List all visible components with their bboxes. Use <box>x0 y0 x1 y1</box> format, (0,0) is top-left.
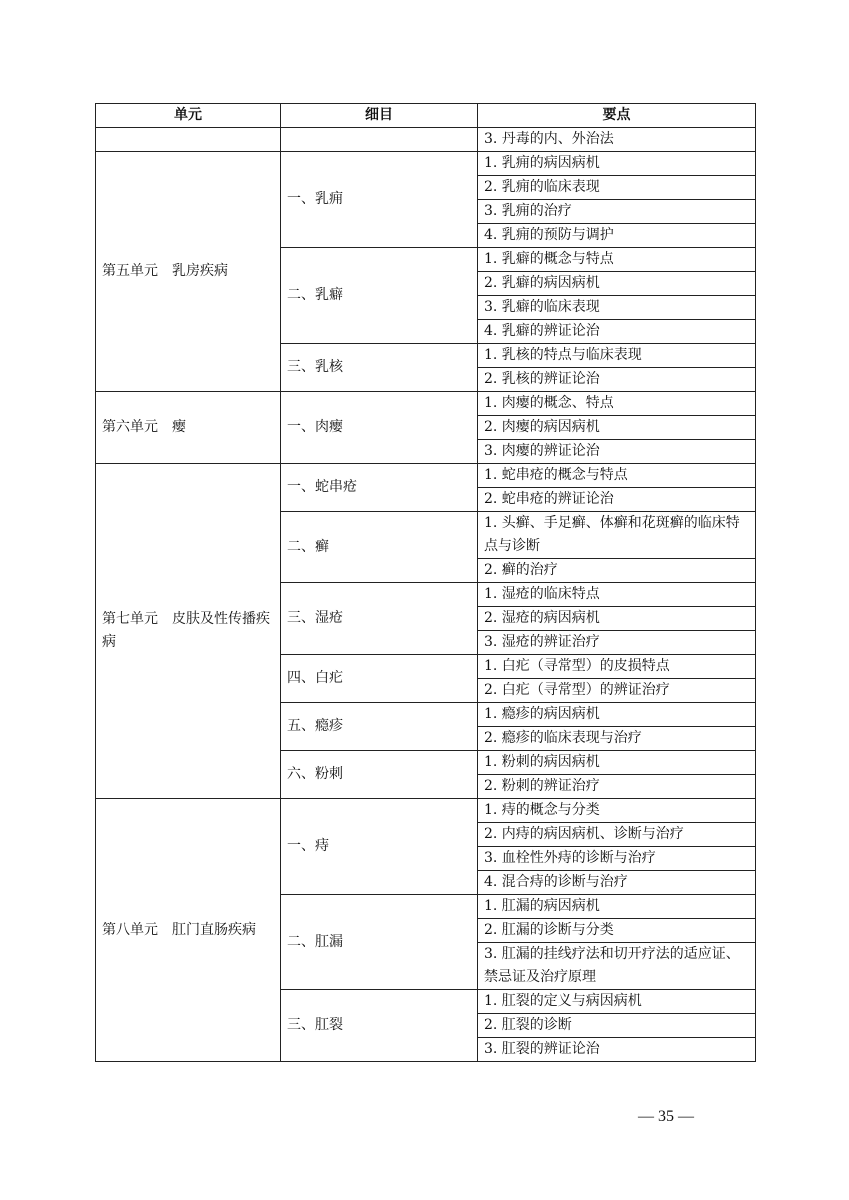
point-cell: 4. 乳痈的预防与调护 <box>478 224 756 248</box>
table-row <box>96 128 756 152</box>
point-cell: 1. 瘾疹的病因病机 <box>478 703 756 727</box>
point-cell: 1. 蛇串疮的概念与特点 <box>478 464 756 488</box>
table-row <box>96 392 756 416</box>
item-cell: 三、肛裂 <box>281 990 478 1062</box>
point-cell: 3. 血栓性外痔的诊断与治疗 <box>478 847 756 871</box>
point-cell: 1. 乳癖的概念与特点 <box>478 248 756 272</box>
point-cell: 2. 乳痈的临床表现 <box>478 176 756 200</box>
table-row <box>96 464 756 488</box>
point-cell: 3. 乳痈的治疗 <box>478 200 756 224</box>
point-cell: 1. 肛裂的定义与病因病机 <box>478 990 756 1014</box>
table-header-row <box>96 104 756 128</box>
item-cell: 五、瘾疹 <box>281 703 478 751</box>
table-body <box>96 128 756 1062</box>
point-cell: 2. 蛇串疮的辨证论治 <box>478 488 756 512</box>
header-points: 要点 <box>478 104 756 128</box>
point-cell: 2. 肛裂的诊断 <box>478 1014 756 1038</box>
point-cell: 3. 肛漏的挂线疗法和切开疗法的适应证、禁忌证及治疗原理 <box>478 943 756 990</box>
point-cell: 2. 肉瘿的病因病机 <box>478 416 756 440</box>
item-cell: 一、乳痈 <box>281 152 478 248</box>
point-cell: 3. 丹毒的内、外治法 <box>478 128 756 152</box>
point-cell: 1. 乳痈的病因病机 <box>478 152 756 176</box>
item-cell: 三、湿疮 <box>281 583 478 655</box>
point-cell: 4. 混合痔的诊断与治疗 <box>478 871 756 895</box>
item-cell: 二、乳癖 <box>281 248 478 344</box>
item-cell: 二、癣 <box>281 512 478 583</box>
item-cell: 三、乳核 <box>281 344 478 392</box>
item-cell: 四、白疕 <box>281 655 478 703</box>
header-item: 细目 <box>281 104 478 128</box>
point-cell: 1. 粉刺的病因病机 <box>478 751 756 775</box>
point-cell: 1. 白疕（寻常型）的皮损特点 <box>478 655 756 679</box>
point-cell: 2. 内痔的病因病机、诊断与治疗 <box>478 823 756 847</box>
header-unit: 单元 <box>96 104 281 128</box>
point-cell: 1. 湿疮的临床特点 <box>478 583 756 607</box>
unit-cell: 第六单元 瘿 <box>96 392 281 464</box>
unit-cell: 第五单元 乳房疾病 <box>96 152 281 392</box>
point-cell: 2. 粉刺的辨证治疗 <box>478 775 756 799</box>
table-row <box>96 152 756 176</box>
item-cell: 六、粉刺 <box>281 751 478 799</box>
item-cell: 一、肉瘿 <box>281 392 478 464</box>
point-cell: 3. 肉瘿的辨证论治 <box>478 440 756 464</box>
point-cell: 2. 乳癖的病因病机 <box>478 272 756 296</box>
point-cell: 3. 肛裂的辨证论治 <box>478 1038 756 1062</box>
point-cell: 3. 湿疮的辨证治疗 <box>478 631 756 655</box>
item-cell: 一、痔 <box>281 799 478 895</box>
point-cell: 3. 乳癖的临床表现 <box>478 296 756 320</box>
unit-cell: 第七单元 皮肤及性传播疾病 <box>96 464 281 799</box>
point-cell: 1. 乳核的特点与临床表现 <box>478 344 756 368</box>
point-cell: 1. 痔的概念与分类 <box>478 799 756 823</box>
table-row <box>96 799 756 823</box>
point-cell: 2. 瘾疹的临床表现与治疗 <box>478 727 756 751</box>
point-cell: 1. 肛漏的病因病机 <box>478 895 756 919</box>
page-number: — 35 — <box>638 1108 694 1125</box>
syllabus-table <box>95 103 756 1062</box>
point-cell: 2. 肛漏的诊断与分类 <box>478 919 756 943</box>
point-cell: 1. 肉瘿的概念、特点 <box>478 392 756 416</box>
item-cell: 二、肛漏 <box>281 895 478 990</box>
point-cell: 2. 白疕（寻常型）的辨证治疗 <box>478 679 756 703</box>
item-cell: 一、蛇串疮 <box>281 464 478 512</box>
point-cell: 2. 癣的治疗 <box>478 559 756 583</box>
point-cell: 1. 头癣、手足癣、体癣和花斑癣的临床特点与诊断 <box>478 512 756 559</box>
point-cell: 4. 乳癖的辨证论治 <box>478 320 756 344</box>
item-cell-empty <box>281 128 478 152</box>
unit-cell: 第八单元 肛门直肠疾病 <box>96 799 281 1062</box>
point-cell: 2. 湿疮的病因病机 <box>478 607 756 631</box>
point-cell: 2. 乳核的辨证论治 <box>478 368 756 392</box>
unit-cell-empty <box>96 128 281 152</box>
